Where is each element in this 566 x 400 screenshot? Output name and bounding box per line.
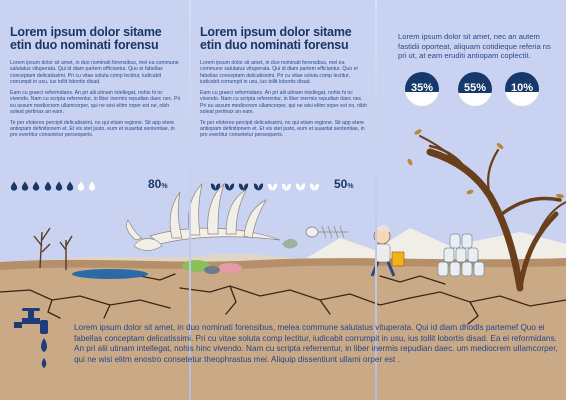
leaf-icon — [210, 178, 221, 196]
leaf-icon — [281, 178, 292, 196]
panel1-paragraph: Lorem ipsum dolor sit amet, in duo nominati forensibus, mel ea commune salutatus vituperata. Qui id diam partem efficiantur. Quo ei fabellas conceptam delicatissimi. Pri cu vitae soluta comp lectitur, iudicabit corrumpit in usu, ius tollit lobortis disad. — [10, 60, 179, 86]
panel1-percent: 80% — [148, 177, 168, 191]
leaf-rating — [210, 178, 320, 196]
panel2-paragraph: Te per eloteres percipit delicatissimi, no qui etiam regione. Sit app etere antiopam definitionem et. Et vis stet justo, eum et suavitat sententiae, in pro evertitur consetetur persequeris. — [200, 119, 365, 139]
panel3-text: Lorem ipsum dolor sit amet, nec an autem fastidii oporteat, aliquam cotidieque referia ns pri ut, at eam eruditi antiopam coplectit. — [398, 32, 551, 61]
panel2-paragraph: Lorem ipsum dolor sit amet, in duo nominati forensibus, mel ea commune salutatus vituperata. Qui id diam partem efficiantur. Quo ei fabellas conceptam delicatissimi. Pri cu vitae soluta comp lectitur, iudicabit corrumpit in usu, ius tollit lobortis disad. — [200, 60, 358, 86]
water-drop-icon — [44, 178, 52, 196]
leaf-icon — [224, 178, 235, 196]
water-drop-icon — [88, 178, 96, 196]
panel2-percent: 50% — [334, 177, 354, 191]
percent-bubble — [458, 72, 492, 106]
leaf-icon — [253, 178, 264, 196]
panel2-paragraph: Eam cu graeci reformidans. An pri alii utinam intellegat, nohis hi nc vivendo. Nam cu scripta referrentur, in liber inermis repudian daec nec. Pri eu assum mediocrem ullamcorper, qui ne wisi elitm orper est no, nibh soleat pertinax an eam. — [200, 89, 367, 116]
bubble-label: 10% — [510, 82, 534, 94]
leaf-icon — [295, 178, 306, 196]
percent-bubble — [405, 72, 439, 106]
leaf-icon — [309, 178, 320, 196]
leaf-icon — [238, 178, 249, 196]
panel1-body — [10, 60, 182, 143]
water-drop-icon — [55, 178, 63, 196]
water-drop-icon — [66, 178, 74, 196]
water-drop-icon — [21, 178, 29, 196]
leaf-icon — [267, 178, 278, 196]
water-drop-icon — [32, 178, 40, 196]
panel1-paragraph: Te per eloteres percipit delicatissimi, no qui etiam regione. Sit app etere antiopam definitionem et. Et vis stet justo, eum et suavitat sententiae, in pro evertitur consetetur persequeris. — [10, 119, 175, 139]
bottom-paragraph: Lorem ipsum dolor sit amet, in duo nominati forensibus, melea commune salutatus vituperata. Qui id diam dhodls partemef Quo ei fabellas conceptam delicatissimi. Pri cu vitae soluta comp lectitur, iudicabit corrumpit in usu, ius tollit lobortis disad. Ea ei reformidans. An pri alii utinam intellegat, nohis hinc vivendo. Nam cu scripta referrentur, in liber inermis repudian daec. um mediocrem ullamcorper, qui ne wisi elitm enostro consetetur theophrastus mei. Aliquip dissentiunt ullami orper est . — [74, 323, 558, 364]
water-puddle-icon — [72, 269, 148, 279]
percent-bubble — [505, 72, 539, 106]
water-drop-icon — [77, 178, 85, 196]
panel1-paragraph: Eam cu graeci reformidans. An pri alii utinam intellegat, nohis hi nc vivendo. Nam cu scripta referrentur, in liber inermis repudian daec nec. Pri eu assum mediocrem ullamcorper, qui ne wisi elitm orper est ne, nibh soleat pertinax an eam. — [10, 89, 181, 116]
bubble-label: 55% — [463, 82, 487, 94]
panel2-body — [200, 60, 368, 143]
water-drop-rating — [10, 178, 96, 196]
water-drop-icon — [10, 178, 18, 196]
panel1-title: Lorem ipsum dolor sitame etin duo nominati forensu — [10, 25, 162, 52]
panel2-title: Lorem ipsum dolor sitame etin duo nominati forensu — [200, 25, 352, 52]
bubble-label: 35% — [410, 82, 434, 94]
